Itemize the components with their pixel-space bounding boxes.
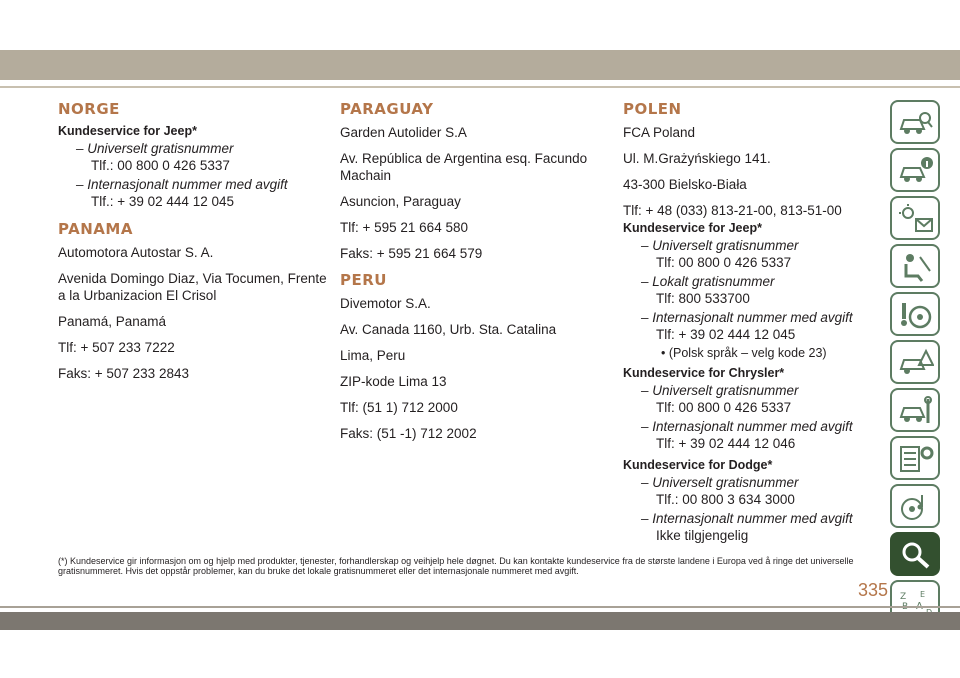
section-title-polen: POLEN — [623, 100, 682, 118]
norge-intl-number: Tlf.: + 39 02 444 12 045 — [91, 194, 234, 209]
norge-jeep-heading: Kundeservice for Jeep* — [58, 124, 197, 138]
paraguay-line: Faks: + 595 21 664 579 — [340, 246, 483, 261]
column-left — [58, 100, 328, 391]
polen-dodge-heading: Kundeservice for Dodge* — [623, 458, 773, 472]
paraguay-line: Tlf: + 595 21 664 580 — [340, 220, 468, 235]
column-middle — [340, 100, 610, 451]
norge-intl-label: – Internasjonalt nummer med avgift — [76, 177, 288, 192]
section-title-peru: PERU — [340, 271, 387, 289]
car-tools-icon[interactable] — [890, 388, 940, 432]
panama-line: Tlf: + 507 233 7222 — [58, 340, 175, 355]
header-rule — [0, 86, 960, 88]
car-magnifier-icon[interactable] — [890, 100, 940, 144]
panama-line: Faks: + 507 233 2843 — [58, 366, 189, 381]
polen-chrysler-intl-label: – Internasjonalt nummer med avgift — [641, 419, 853, 434]
polen-line: FCA Poland — [623, 125, 696, 140]
car-warning-triangle-icon[interactable] — [890, 340, 940, 384]
polen-dodge-free-label: – Universelt gratisnummer — [641, 475, 799, 490]
polen-jeep-free-number: Tlf: 00 800 0 426 5337 — [656, 255, 792, 270]
peru-line: Tlf: (51 1) 712 2000 — [340, 400, 458, 415]
paraguay-line: Asuncion, Paraguay — [340, 194, 461, 209]
polen-jeep-local-number: Tlf: 800 533700 — [656, 291, 750, 306]
polen-chrysler-free-number: Tlf: 00 800 0 426 5337 — [656, 400, 792, 415]
norge-free-label: – Universelt gratisnummer — [76, 141, 234, 156]
polen-jeep-free-label: – Universelt gratisnummer — [641, 238, 799, 253]
polen-dodge-free-number: Tlf.: 00 800 3 634 3000 — [656, 492, 795, 507]
paraguay-line: Garden Autolider S.A — [340, 125, 467, 140]
multimedia-icon[interactable] — [890, 484, 940, 528]
section-title-panama: PANAMA — [58, 220, 133, 238]
peru-line: Lima, Peru — [340, 348, 406, 363]
steering-wheel-icon[interactable] — [890, 292, 940, 336]
polen-dodge-intl-label: – Internasjonalt nummer med avgift — [641, 511, 853, 526]
header-band — [0, 50, 960, 80]
polen-jeep-heading: Kundeservice for Jeep* — [623, 221, 762, 235]
polen-jeep-intl-number: Tlf: + 39 02 444 12 045 — [656, 327, 796, 342]
polen-dodge-intl-number: Ikke tilgjengelig — [656, 528, 749, 543]
footer-band — [0, 612, 960, 630]
section-title-paraguay: PARAGUAY — [340, 100, 434, 118]
polen-chrysler-intl-number: Tlf: + 39 02 444 12 046 — [656, 436, 796, 451]
peru-line: Faks: (51 -1) 712 2002 — [340, 426, 477, 441]
panama-line: Avenida Domingo Diaz, Via Tocumen, Frente a la Urbanizacion El Crisol — [58, 271, 327, 303]
airbag-seat-icon[interactable] — [890, 244, 940, 288]
panama-line: Automotora Autostar S. A. — [58, 245, 214, 260]
footnote: (*) Kundeservice gir informasjon om og hjelp med produkter, tjenester, forhandlerskap og veihjelp hele døgnet. Du kan kontakte kundeservice fra de største landene i Europa ved å ringe det universelle gratisnummeret. Hvis det oppstår problemer, kan du bruke det lokale gratisnummeret eller det internasjonale nummeret med avgift. — [58, 556, 854, 576]
car-info-icon[interactable] — [890, 148, 940, 192]
peru-line: ZIP-kode Lima 13 — [340, 374, 447, 389]
section-title-norge: NORGE — [58, 100, 120, 118]
page-number: 335 — [858, 580, 889, 600]
search-icon[interactable] — [890, 532, 940, 576]
polen-chrysler-free-label: – Universelt gratisnummer — [641, 383, 799, 398]
peru-line: Divemotor S.A. — [340, 296, 431, 311]
polen-jeep-intl-label: – Internasjonalt nummer med avgift — [641, 310, 853, 325]
paraguay-line: Av. República de Argentina esq. Facundo Machain — [340, 151, 588, 183]
panama-line: Panamá, Panamá — [58, 314, 167, 329]
polen-jeep-local-label: – Lokalt gratisnummer — [641, 274, 775, 289]
index-letter: Z — [900, 592, 907, 602]
peru-line: Av. Canada 1160, Urb. Sta. Catalina — [340, 322, 557, 337]
index-letter: E — [920, 590, 926, 599]
chapter-sidebar — [890, 100, 950, 628]
polen-jeep-note: • (Polsk språk – velg kode 23) — [661, 346, 827, 360]
column-right — [623, 100, 888, 546]
polen-line: Ul. M.Grażyńskiego 141. — [623, 151, 771, 166]
settings-list-icon[interactable] — [890, 436, 940, 480]
polen-chrysler-heading: Kundeservice for Chrysler* — [623, 366, 785, 380]
footer-rule — [0, 606, 960, 608]
polen-line: Tlf: + 48 (033) 813-21-00, 813-51-00 — [623, 203, 842, 218]
norge-free-number: Tlf.: 00 800 0 426 5337 — [91, 158, 230, 173]
polen-line: 43-300 Bielsko-Biała — [623, 177, 747, 192]
warning-lights-icon[interactable] — [890, 196, 940, 240]
